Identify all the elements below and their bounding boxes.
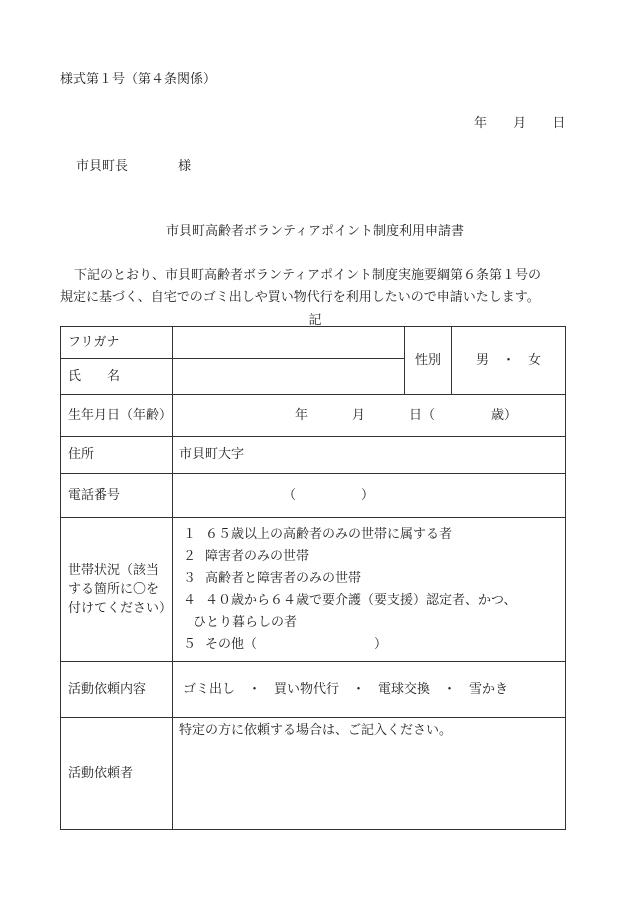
birth-month: 月 (352, 407, 366, 423)
birth-year: 年 (295, 407, 309, 423)
form-number: 様式第１号（第４条関係） (60, 72, 217, 87)
household-item-4-cont: ひとり暮らしの者 (193, 614, 298, 630)
name-label: 氏 名 (61, 359, 173, 395)
activity-label: 活動依頼内容 (61, 662, 173, 718)
requester-label: 活動依頼者 (61, 718, 173, 830)
date-line (474, 112, 565, 131)
gender-label: 性別 (405, 327, 452, 395)
name-field[interactable] (173, 359, 405, 395)
furigana-field[interactable] (173, 327, 405, 359)
addressee (76, 155, 191, 174)
household-list (183, 524, 559, 656)
honorific: 様 (178, 159, 192, 174)
date-day: 日 (552, 116, 566, 131)
household-item-2[interactable]: ２ 障害者のみの世帯 (183, 548, 310, 564)
birth-label: 生年月日（年齢） (61, 395, 173, 437)
gender-options[interactable]: 男 ・ 女 (452, 327, 566, 395)
body-text-line-2: 規定に基づく、自宅でのゴミ出しや買い物代行を利用したいので申請いたします。 (60, 290, 540, 305)
furigana-label: フリガナ (61, 327, 173, 359)
ki-heading: 記 (308, 313, 322, 328)
household-item-5[interactable]: ５ その他（ ） (183, 636, 388, 652)
date-month: 月 (513, 116, 527, 131)
household-label: 世帯状況（該当する箇所に〇を付けてください） (61, 518, 173, 662)
body-text-line-1: 下記のとおり、市貝町高齢者ボランティアポイント制度実施要綱第６条第１号の (74, 268, 541, 283)
phone-label: 電話番号 (61, 474, 173, 518)
household-item-4[interactable]: ４ ４０歳から６４歳で要介護（要支援）認定者、かつ、 (183, 592, 517, 608)
application-form-table (60, 326, 566, 830)
household-item-3[interactable]: ３ 高齢者と障害者のみの世帯 (183, 570, 362, 586)
requester-note: 特定の方に依頼する場合は、ご記入ください。 (179, 723, 453, 738)
date-year: 年 (474, 116, 488, 131)
addressee-name: 市貝町長 (76, 159, 129, 174)
household-item-1[interactable]: １ ６５歳以上の高齢者のみの世帯に属する者 (183, 526, 453, 542)
requester-field[interactable] (173, 718, 566, 830)
birth-day: 日（ (409, 407, 436, 423)
document-title: 市貝町高齢者ボランティアポイント制度利用申請書 (166, 224, 464, 239)
address-field[interactable]: 市貝町大字 (173, 437, 566, 474)
birth-field[interactable] (173, 395, 566, 437)
address-label: 住所 (61, 437, 173, 474)
phone-field[interactable] (173, 474, 566, 518)
birth-age: 歳） (491, 407, 518, 423)
household-options[interactable] (173, 518, 566, 662)
phone-value: （ ） (283, 487, 375, 503)
activity-options[interactable]: ゴミ出し ・ 買い物代行 ・ 電球交換 ・ 雪かき (173, 662, 566, 718)
